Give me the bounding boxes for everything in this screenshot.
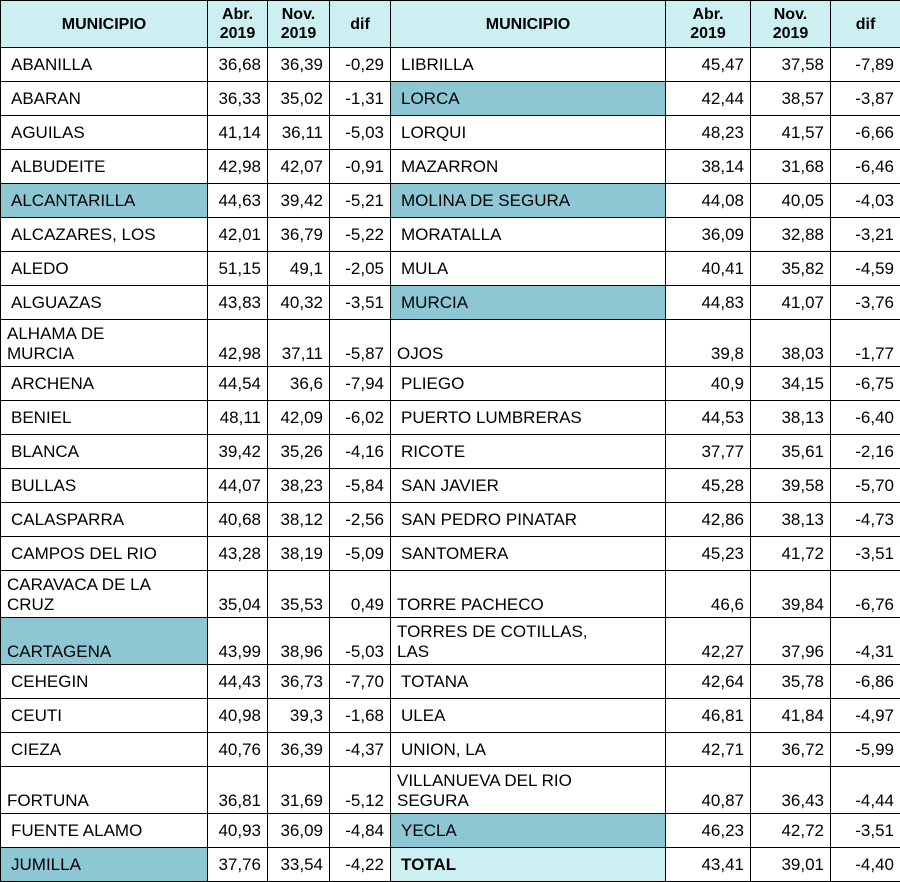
abr-left: 43,83 [208,286,268,320]
table-row [1,150,900,184]
dif-left: -5,22 [330,218,391,252]
dif-right: -4,73 [831,503,900,537]
dif-right: -5,99 [831,733,900,767]
nov-left: 36,09 [268,814,330,848]
municipio-left: ALCANTARILLA [1,184,208,218]
nov-right: 35,78 [751,665,831,699]
municipio-right: ULEA [391,699,666,733]
abr-right: 39,8 [666,320,751,367]
table-row [1,218,900,252]
municipio-left: ALGUAZAS [1,286,208,320]
nov-left: 38,23 [268,469,330,503]
municipio-left: ARCHENA [1,367,208,401]
table-row [1,503,900,537]
dif-left: -5,21 [330,184,391,218]
header-nov-right: Nov. 2019 [751,1,831,48]
dif-right: -5,70 [831,469,900,503]
nov-right: 37,96 [751,618,831,665]
municipio-right: PUERTO LUMBRERAS [391,401,666,435]
dif-left: -3,51 [330,286,391,320]
dif-left: -2,05 [330,252,391,286]
header-row [1,1,900,48]
municipio-left: CARTAGENA [1,618,208,665]
dif-left: -7,70 [330,665,391,699]
municipio-right: MORATALLA [391,218,666,252]
dif-right: -6,46 [831,150,900,184]
table-row [1,733,900,767]
total-dif: -4,40 [831,848,900,882]
dif-left: -0,91 [330,150,391,184]
nov-left: 42,09 [268,401,330,435]
abr-left: 44,43 [208,665,268,699]
nov-right: 32,88 [751,218,831,252]
table-row [1,848,900,882]
abr-right: 46,23 [666,814,751,848]
abr-left: 44,63 [208,184,268,218]
municipio-right: YECLA [391,814,666,848]
abr-right: 42,64 [666,665,751,699]
nov-right: 41,57 [751,116,831,150]
table-row [1,435,900,469]
dif-left: -6,02 [330,401,391,435]
nov-left: 39,42 [268,184,330,218]
nov-left: 42,07 [268,150,330,184]
header-nov-left: Nov. 2019 [268,1,330,48]
abr-left: 42,98 [208,150,268,184]
dif-left: -5,84 [330,469,391,503]
table-row [1,571,900,618]
municipio-left: CEUTI [1,699,208,733]
nov-right: 35,82 [751,252,831,286]
abr-left: 36,81 [208,767,268,814]
nov-left: 33,54 [268,848,330,882]
header-abr-left: Abr. 2019 [208,1,268,48]
nov-left: 31,69 [268,767,330,814]
abr-left: 44,07 [208,469,268,503]
nov-right: 39,58 [751,469,831,503]
nov-right: 40,05 [751,184,831,218]
table-row [1,469,900,503]
municipio-right: MOLINA DE SEGURA [391,184,666,218]
abr-right: 45,28 [666,469,751,503]
nov-right: 36,72 [751,733,831,767]
abr-left: 51,15 [208,252,268,286]
nov-right: 36,43 [751,767,831,814]
nov-right: 38,03 [751,320,831,367]
dif-right: -3,87 [831,82,900,116]
header-municipio-right: MUNICIPIO [391,1,666,48]
header-municipio-left: MUNICIPIO [1,1,208,48]
nov-right: 41,07 [751,286,831,320]
abr-right: 37,77 [666,435,751,469]
abr-left: 39,42 [208,435,268,469]
dif-right: -7,89 [831,48,900,82]
municipio-left: ALBUDEITE [1,150,208,184]
municipio-left: BLANCA [1,435,208,469]
dif-left: -7,94 [330,367,391,401]
municipio-left: CARAVACA DE LA CRUZ [1,571,208,618]
header-dif-right: dif [831,1,900,48]
abr-left: 36,33 [208,82,268,116]
nov-right: 41,72 [751,537,831,571]
municipio-right: VILLANUEVA DEL RIO SEGURA [391,767,666,814]
nov-right: 38,13 [751,401,831,435]
nov-right: 31,68 [751,150,831,184]
municipio-left: ABANILLA [1,48,208,82]
nov-right: 38,57 [751,82,831,116]
nov-left: 38,12 [268,503,330,537]
abr-left: 43,28 [208,537,268,571]
nov-left: 38,19 [268,537,330,571]
dif-left: -4,84 [330,814,391,848]
abr-left: 44,54 [208,367,268,401]
header-abr-right: Abr. 2019 [666,1,751,48]
abr-right: 40,41 [666,252,751,286]
table-row [1,537,900,571]
table-row [1,184,900,218]
nov-right: 35,61 [751,435,831,469]
municipio-left: CIEZA [1,733,208,767]
dif-left: -5,03 [330,116,391,150]
nov-left: 36,73 [268,665,330,699]
table-row [1,367,900,401]
dif-right: -4,59 [831,252,900,286]
dif-right: -6,66 [831,116,900,150]
dif-left: -1,31 [330,82,391,116]
nov-left: 36,39 [268,733,330,767]
abr-right: 44,08 [666,184,751,218]
dif-right: -3,51 [831,814,900,848]
abr-right: 42,27 [666,618,751,665]
abr-left: 43,99 [208,618,268,665]
nov-left: 35,02 [268,82,330,116]
municipio-right: LORCA [391,82,666,116]
municipio-left: AGUILAS [1,116,208,150]
dif-right: -6,76 [831,571,900,618]
municipio-right: MULA [391,252,666,286]
table-row [1,814,900,848]
table-row [1,48,900,82]
abr-left: 41,14 [208,116,268,150]
nov-right: 39,84 [751,571,831,618]
total-nov: 39,01 [751,848,831,882]
dif-right: -4,44 [831,767,900,814]
abr-right: 44,83 [666,286,751,320]
dif-left: -4,16 [330,435,391,469]
dif-right: -2,16 [831,435,900,469]
municipio-left: ALHAMA DE MURCIA [1,320,208,367]
dif-right: -3,51 [831,537,900,571]
municipio-right: SAN JAVIER [391,469,666,503]
municipio-right: MURCIA [391,286,666,320]
nov-left: 49,1 [268,252,330,286]
nov-right: 37,58 [751,48,831,82]
dif-right: -6,86 [831,665,900,699]
nov-right: 41,84 [751,699,831,733]
dif-left: -0,29 [330,48,391,82]
dif-left: -4,22 [330,848,391,882]
municipio-right: RICOTE [391,435,666,469]
dif-right: -4,03 [831,184,900,218]
abr-right: 45,23 [666,537,751,571]
municipio-right: MAZARRON [391,150,666,184]
abr-right: 46,81 [666,699,751,733]
table-row [1,320,900,367]
nov-left: 39,3 [268,699,330,733]
abr-right: 38,14 [666,150,751,184]
abr-right: 44,53 [666,401,751,435]
municipio-left: FUENTE ALAMO [1,814,208,848]
nov-left: 35,26 [268,435,330,469]
table-row [1,286,900,320]
municipio-right: LIBRILLA [391,48,666,82]
municipio-left: ABARAN [1,82,208,116]
dif-right: -4,97 [831,699,900,733]
dif-left: 0,49 [330,571,391,618]
dif-left: -2,56 [330,503,391,537]
abr-right: 46,6 [666,571,751,618]
nov-right: 42,72 [751,814,831,848]
municipio-right: PLIEGO [391,367,666,401]
nov-left: 37,11 [268,320,330,367]
nov-left: 36,39 [268,48,330,82]
municipio-right: OJOS [391,320,666,367]
table-row [1,401,900,435]
municipio-right: TORRES DE COTILLAS, LAS [391,618,666,665]
abr-right: 40,9 [666,367,751,401]
abr-left: 35,04 [208,571,268,618]
municipio-right: UNION, LA [391,733,666,767]
municipio-right: TORRE PACHECO [391,571,666,618]
nov-left: 38,96 [268,618,330,665]
abr-left: 40,68 [208,503,268,537]
municipio-left: CAMPOS DEL RIO [1,537,208,571]
abr-left: 48,11 [208,401,268,435]
abr-right: 42,71 [666,733,751,767]
municipio-left: FORTUNA [1,767,208,814]
abr-right: 42,86 [666,503,751,537]
abr-right: 36,09 [666,218,751,252]
dif-right: -1,77 [831,320,900,367]
table-row [1,116,900,150]
table-row [1,252,900,286]
dif-left: -1,68 [330,699,391,733]
nov-left: 40,32 [268,286,330,320]
table-row [1,699,900,733]
abr-left: 40,76 [208,733,268,767]
municipio-left: BENIEL [1,401,208,435]
municipio-right: TOTANA [391,665,666,699]
municipio-left: BULLAS [1,469,208,503]
dif-left: -5,09 [330,537,391,571]
abr-left: 42,98 [208,320,268,367]
table-row [1,618,900,665]
dif-right: -4,31 [831,618,900,665]
dif-right: -6,75 [831,367,900,401]
abr-right: 42,44 [666,82,751,116]
municipio-left: ALEDO [1,252,208,286]
abr-left: 40,93 [208,814,268,848]
nov-right: 38,13 [751,503,831,537]
abr-left: 42,01 [208,218,268,252]
nov-right: 34,15 [751,367,831,401]
nov-left: 36,11 [268,116,330,150]
abr-right: 48,23 [666,116,751,150]
nov-left: 35,53 [268,571,330,618]
nov-left: 36,6 [268,367,330,401]
municipio-right: LORQUI [391,116,666,150]
dif-left: -4,37 [330,733,391,767]
municipio-left: CEHEGIN [1,665,208,699]
abr-right: 45,47 [666,48,751,82]
abr-left: 37,76 [208,848,268,882]
table-row [1,82,900,116]
nov-left: 36,79 [268,218,330,252]
table-row [1,665,900,699]
municipio-left: CALASPARRA [1,503,208,537]
abr-left: 40,98 [208,699,268,733]
dif-left: -5,03 [330,618,391,665]
total-abr: 43,41 [666,848,751,882]
total-label: TOTAL [391,848,666,882]
dif-left: -5,87 [330,320,391,367]
dif-right: -3,76 [831,286,900,320]
municipio-right: SANTOMERA [391,537,666,571]
municipio-left: ALCAZARES, LOS [1,218,208,252]
municipio-right: SAN PEDRO PINATAR [391,503,666,537]
municipio-left: JUMILLA [1,848,208,882]
table-row [1,767,900,814]
dif-right: -3,21 [831,218,900,252]
abr-right: 40,87 [666,767,751,814]
dif-left: -5,12 [330,767,391,814]
dif-right: -6,40 [831,401,900,435]
abr-left: 36,68 [208,48,268,82]
header-dif-left: dif [330,1,391,48]
